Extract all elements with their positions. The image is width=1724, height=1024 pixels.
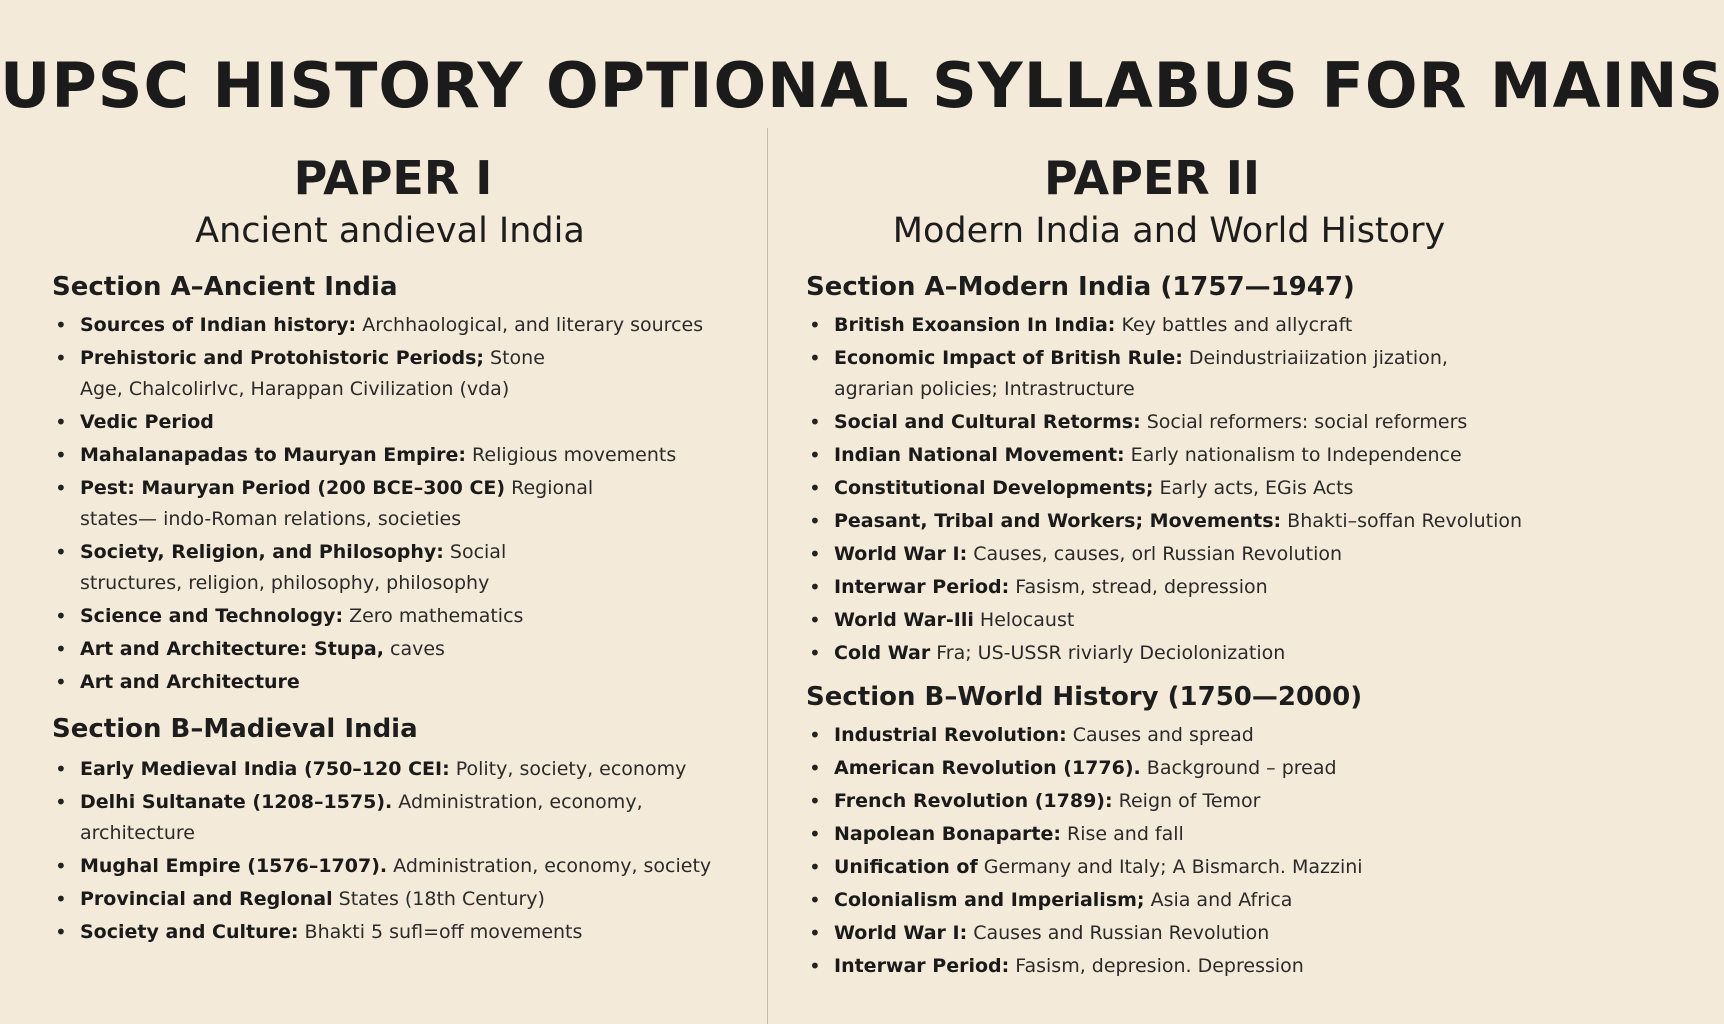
bullet-icon: • bbox=[55, 637, 67, 661]
list-item: • Unification of Germany and Italy; A Bismarch. Mazzini bbox=[806, 852, 1526, 883]
list-item: • Interwar Period: Fasism, stread, depression bbox=[806, 572, 1526, 603]
paper-2-section-a-heading: Section A–Modern India (1757—1947) bbox=[806, 272, 1355, 302]
list-item: • World War-Ili Helocaust bbox=[806, 605, 1526, 636]
bullet-icon: • bbox=[55, 313, 67, 337]
paper-2-section-b-list bbox=[806, 720, 1526, 984]
bullet-icon: • bbox=[55, 757, 67, 781]
list-item: • World War I: Causes and Russian Revolution bbox=[806, 918, 1526, 949]
bullet-icon: • bbox=[55, 790, 67, 814]
paper-2-title: PAPER II bbox=[1044, 151, 1260, 205]
bullet-icon: • bbox=[809, 789, 821, 813]
paper-1-section-b-list bbox=[52, 754, 752, 950]
bullet-icon: • bbox=[55, 410, 67, 434]
list-item: • Pest: Mauryan Period (200 BCE–300 CE) Regional states— indo-Roman relations, societies bbox=[52, 473, 600, 535]
list-item: • Napolean Bonaparte: Rise and fall bbox=[806, 819, 1526, 850]
paper-1-section-a-list bbox=[52, 310, 752, 700]
list-item: • Cold War Fra; US-USSR riviarly Deciolonization bbox=[806, 638, 1526, 669]
list-item: • Constitutional Developments; Early acts, EGis Acts bbox=[806, 473, 1526, 504]
bullet-icon: • bbox=[809, 542, 821, 566]
bullet-icon: • bbox=[55, 854, 67, 878]
paper-1-section-b-heading: Section B–Madieval India bbox=[52, 714, 418, 744]
bullet-icon: • bbox=[809, 410, 821, 434]
bullet-icon: • bbox=[809, 313, 821, 337]
list-item: • Mughal Empire (1576–1707). Administration, economy, society bbox=[52, 851, 752, 882]
list-item: • Social and Cultural Retorms: Social reformers: social reformers bbox=[806, 407, 1526, 438]
bullet-icon: • bbox=[809, 346, 821, 370]
bullet-icon: • bbox=[809, 855, 821, 879]
list-item: • Provincial and Reglonal States (18th Century) bbox=[52, 884, 752, 915]
list-item: • Art and Architecture bbox=[52, 667, 752, 698]
list-item: • Colonialism and Imperialism; Asia and Africa bbox=[806, 885, 1526, 916]
list-item: • Vedic Period bbox=[52, 407, 752, 438]
bullet-icon: • bbox=[809, 888, 821, 912]
list-item: • Sources of Indian history: Archhaological, and literary sources bbox=[52, 310, 752, 341]
bullet-icon: • bbox=[809, 476, 821, 500]
list-item: • American Revolution (1776). Background – pread bbox=[806, 753, 1526, 784]
bullet-icon: • bbox=[809, 822, 821, 846]
paper-1-title: PAPER I bbox=[293, 151, 493, 205]
list-item: • World War I: Causes, causes, orl Russian Revolution bbox=[806, 539, 1526, 570]
bullet-icon: • bbox=[809, 641, 821, 665]
bullet-icon: • bbox=[55, 920, 67, 944]
bullet-icon: • bbox=[55, 476, 67, 500]
list-item: • Delhi Sultanate (1208–1575). Administration, economy, architecture bbox=[52, 787, 752, 849]
list-item: • Mahalanapadas to Mauryan Empire: Religious movements bbox=[52, 440, 752, 471]
bullet-icon: • bbox=[809, 608, 821, 632]
bullet-icon: • bbox=[809, 954, 821, 978]
paper-1-section-a-heading: Section A–Ancient India bbox=[52, 272, 398, 302]
list-item: • Society and Culture: Bhakti 5 sufl=off movements bbox=[52, 917, 752, 948]
list-item: • Interwar Period: Fasism, depresion. Depression bbox=[806, 951, 1526, 982]
bullet-icon: • bbox=[55, 604, 67, 628]
paper-2-section-a-list bbox=[806, 310, 1526, 671]
paper-1-subtitle: Ancient andieval India bbox=[195, 211, 585, 251]
list-item: • Society, Religion, and Philosophy: Social structures, religion, philosophy, philosophy bbox=[52, 537, 590, 599]
bullet-icon: • bbox=[809, 575, 821, 599]
column-divider bbox=[767, 128, 768, 1024]
paper-2-section-b-heading: Section B–World History (1750—2000) bbox=[806, 682, 1363, 712]
list-item: • Art and Architecture: Stupa, caves bbox=[52, 634, 752, 665]
bullet-icon: • bbox=[55, 443, 67, 467]
bullet-icon: • bbox=[55, 346, 67, 370]
list-item: • Peasant, Tribal and Workers; Movements: Bhakti–soffan Revolution bbox=[806, 506, 1526, 537]
list-item: • Prehistoric and Protohistoric Periods; Stone Age, Chalcolirlvc, Harappan Civilization (vda) bbox=[52, 343, 560, 405]
bullet-icon: • bbox=[809, 443, 821, 467]
list-item: • British Exoansion In India: Key battles and allycraft bbox=[806, 310, 1526, 341]
list-item: • Science and Technology: Zero mathematics bbox=[52, 601, 752, 632]
list-item: • Indian National Movement: Early nationalism to Independence bbox=[806, 440, 1526, 471]
bullet-icon: • bbox=[55, 540, 67, 564]
paper-2-subtitle: Modern India and World History bbox=[892, 211, 1446, 251]
bullet-icon: • bbox=[809, 723, 821, 747]
list-item: • French Revolution (1789): Reign of Temor bbox=[806, 786, 1526, 817]
list-item: • Industrial Revolution: Causes and spread bbox=[806, 720, 1526, 751]
page-title: UPSC HISTORY OPTIONAL SYLLABUS FOR MAINS bbox=[0, 49, 1724, 122]
bullet-icon: • bbox=[809, 509, 821, 533]
list-item: • Economic Impact of British Rule: Deindustriaiization jization, agrarian policies; Intrastructure bbox=[806, 343, 1526, 405]
bullet-icon: • bbox=[809, 756, 821, 780]
bullet-icon: • bbox=[55, 670, 67, 694]
bullet-icon: • bbox=[809, 921, 821, 945]
list-item: • Early Medieval India (750–120 CEI: Polity, society, economy bbox=[52, 754, 752, 785]
bullet-icon: • bbox=[55, 887, 67, 911]
